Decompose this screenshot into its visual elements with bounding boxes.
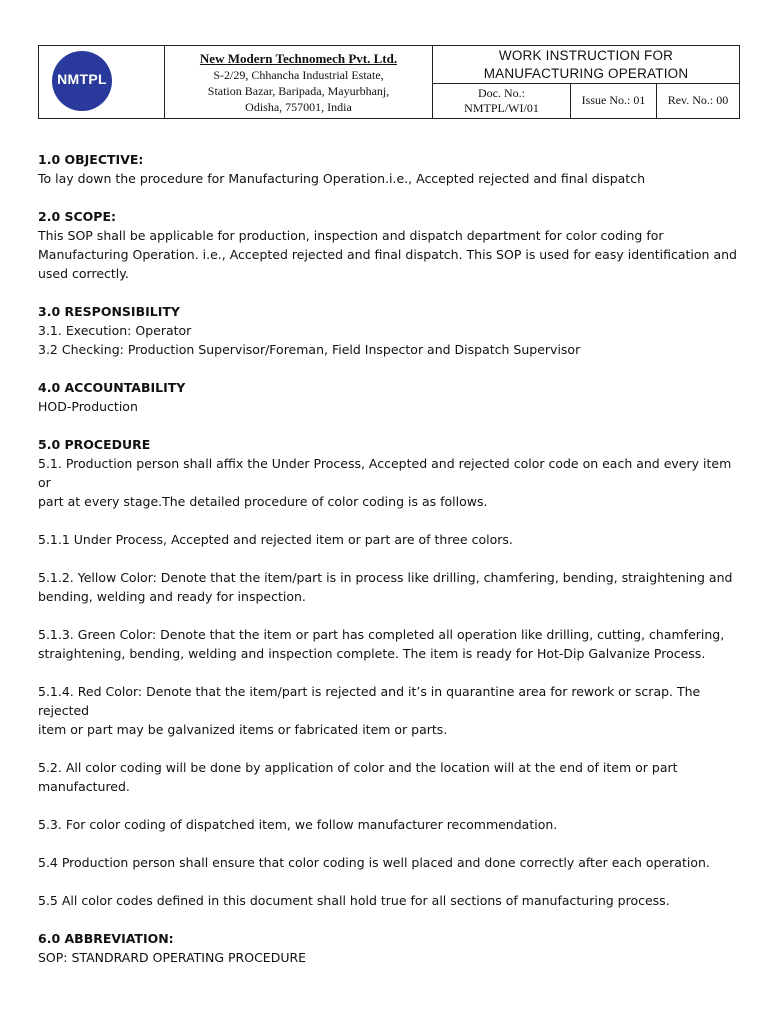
responsibility-line: 3.1. Execution: Operator	[38, 323, 192, 338]
responsibility-section	[38, 302, 738, 359]
accountability-text: HOD-Production	[38, 399, 138, 414]
logo-cell	[39, 46, 165, 118]
objective-heading: 1.0 OBJECTIVE:	[38, 152, 144, 167]
issue-number: Issue No.: 01	[571, 84, 657, 118]
responsibility-line: 3.2 Checking: Production Supervisor/Foreman, Field Inspector and Dispatch Supervisor	[38, 342, 581, 357]
address-line-1: S-2/29, Chhancha Industrial Estate,	[213, 68, 384, 82]
objective-text: To lay down the procedure for Manufacturing Operation.i.e., Accepted rejected and final dispatch	[38, 171, 646, 186]
procedure-paragraph	[38, 568, 738, 606]
paragraph-line: 5.4 Production person shall ensure that color coding is well placed and done correctly after each operation.	[38, 855, 710, 870]
paragraph-line: manufactured.	[38, 779, 130, 794]
company-info	[165, 46, 433, 118]
doc-number-value: NMTPL/WI/01	[464, 101, 539, 115]
paragraph-line: straightening, bending, welding and inspection complete. The item is ready for Hot-Dip Galvanize Process.	[38, 646, 706, 661]
paragraph-line: item or part may be galvanized items or fabricated item or parts.	[38, 722, 448, 737]
paragraph-line: 5.1.2. Yellow Color: Denote that the item/part is in process like drilling, chamfering, bending, straightening and	[38, 570, 733, 585]
procedure-paragraph	[38, 853, 738, 872]
procedure-paragraph	[38, 530, 738, 549]
doc-number	[433, 84, 571, 118]
paragraph-line: 5.1.3. Green Color: Denote that the item or part has completed all operation like drilling, cutting, chamfering,	[38, 627, 725, 642]
paragraph-line: 5.2. All color coding will be done by application of color and the location will at the end of item or part	[38, 760, 678, 775]
paragraph-line: 5.5 All color codes defined in this document shall hold true for all sections of manufacturing process.	[38, 893, 670, 908]
title-line-2: MANUFACTURING OPERATION	[483, 66, 689, 81]
doc-number-label: Doc. No.:	[478, 86, 525, 100]
paragraph-line: 5.1.4. Red Color: Denote that the item/part is rejected and it’s in quarantine area for rework or scrap. The rejected	[38, 684, 701, 718]
procedure-paragraph	[38, 815, 738, 834]
procedure-section	[38, 435, 738, 910]
paragraph-line: 5.1. Production person shall affix the Under Process, Accepted and rejected color code on each and every item or	[38, 456, 732, 490]
procedure-paragraph	[38, 454, 738, 511]
objective-section	[38, 150, 738, 188]
procedure-heading: 5.0 PROCEDURE	[38, 437, 151, 452]
procedure-paragraph	[38, 758, 738, 796]
scope-section	[38, 207, 738, 283]
document-title	[433, 46, 739, 84]
document-body	[38, 150, 738, 986]
procedure-paragraph	[38, 682, 738, 739]
paragraph-line: 5.3. For color coding of dispatched item, we follow manufacturer recommendation.	[38, 817, 558, 832]
logo-text: NMTPL	[57, 71, 107, 87]
accountability-heading: 4.0 ACCOUNTABILITY	[38, 380, 186, 395]
address-line-2: Station Bazar, Baripada, Mayurbhanj,	[207, 84, 390, 98]
scope-line: This SOP shall be applicable for production, inspection and dispatch department for color coding for	[38, 228, 664, 243]
paragraph-line: 5.1.1 Under Process, Accepted and rejected item or part are of three colors.	[38, 532, 513, 547]
company-name: New Modern Technomech Pvt. Ltd.	[199, 51, 398, 66]
document-header	[38, 45, 740, 119]
company-logo	[52, 51, 112, 111]
accountability-section	[38, 378, 738, 416]
procedure-paragraph	[38, 625, 738, 663]
address-line-3: Odisha, 757001, India	[245, 100, 352, 114]
paragraph-line: bending, welding and ready for inspection.	[38, 589, 306, 604]
revision-number: Rev. No.: 00	[667, 93, 729, 107]
procedure-paragraph	[38, 891, 738, 910]
scope-line: used correctly.	[38, 266, 129, 281]
abbreviation-section	[38, 929, 738, 967]
scope-line: Manufacturing Operation. i.e., Accepted rejected and final dispatch. This SOP is used for easy identification and	[38, 247, 737, 262]
title-line-1: WORK INSTRUCTION FOR	[498, 48, 674, 63]
paragraph-line: part at every stage.The detailed procedure of color coding is as follows.	[38, 494, 488, 509]
responsibility-heading: 3.0 RESPONSIBILITY	[38, 304, 180, 319]
scope-heading: 2.0 SCOPE:	[38, 209, 116, 224]
abbreviation-heading: 6.0 ABBREVIATION:	[38, 931, 174, 946]
abbreviation-text: SOP: STANDRARD OPERATING PROCEDURE	[38, 950, 307, 965]
